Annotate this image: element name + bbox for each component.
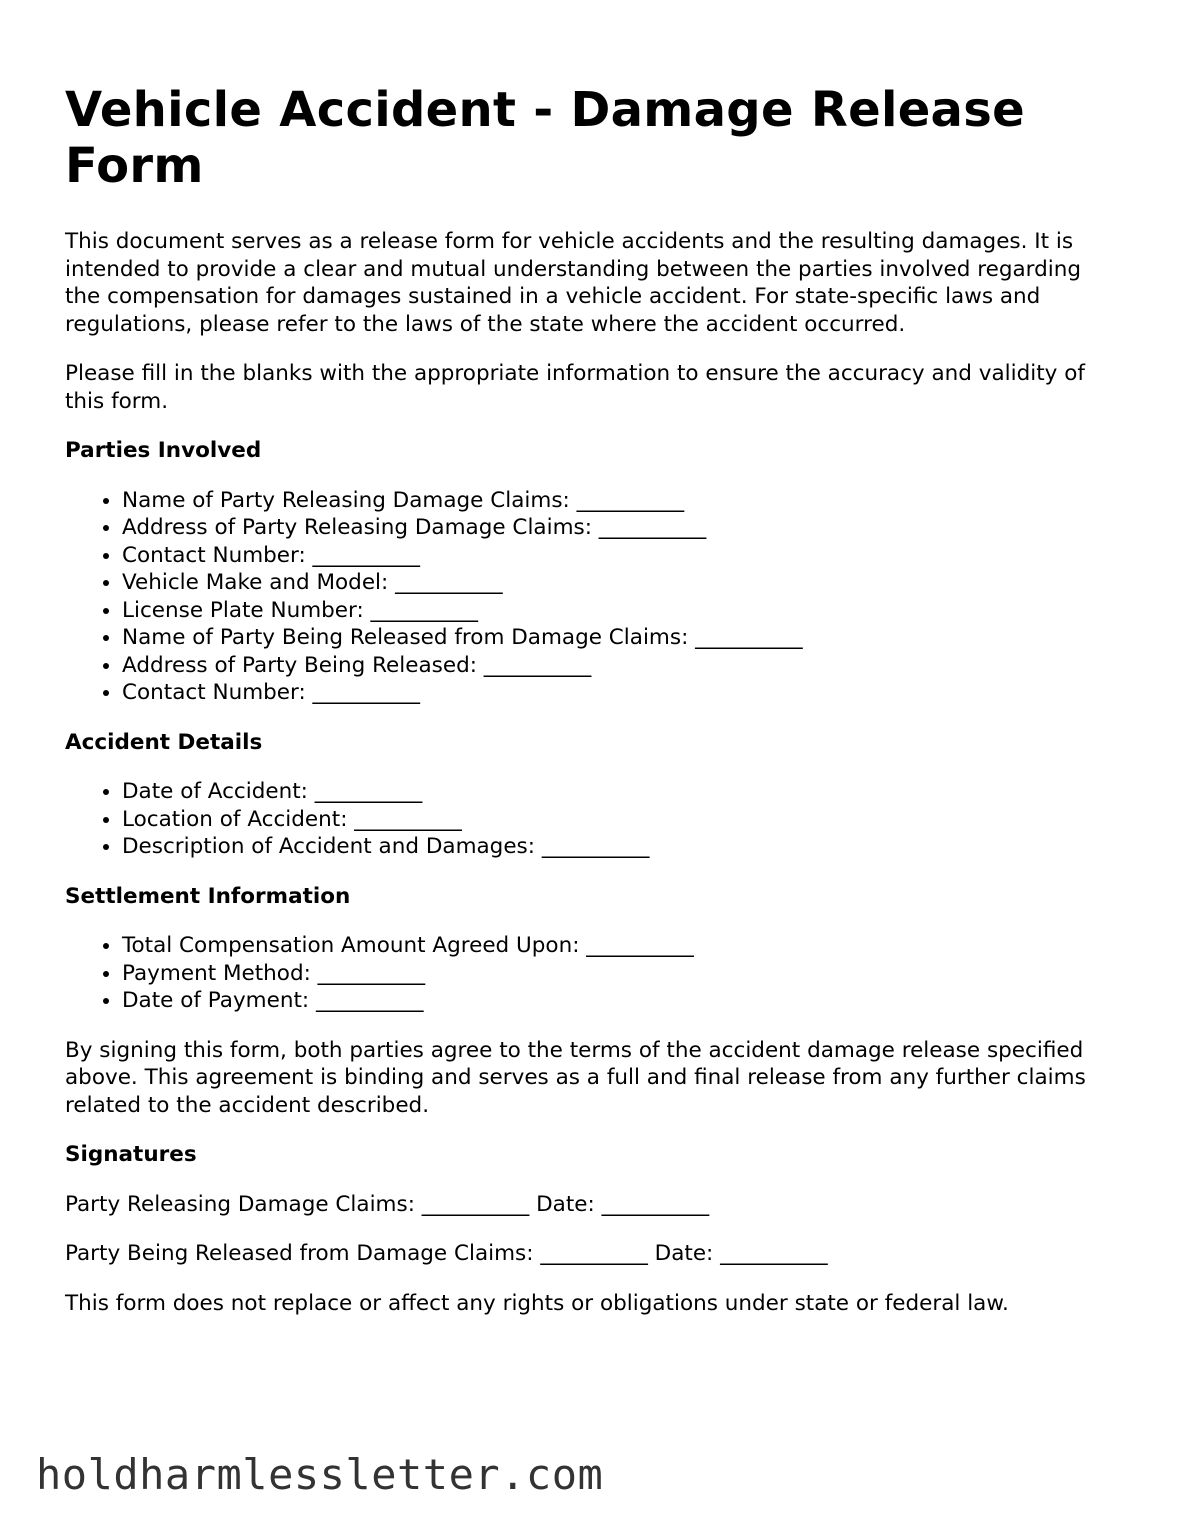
list-item: • Contact Number: __________ (122, 542, 1115, 570)
disclaimer-paragraph: This form does not replace or affect any rights or obligations under state or federal law. (65, 1290, 1009, 1316)
accident-heading: Accident Details (65, 729, 263, 755)
releasing-signature-line: Party Releasing Damage Claims: __________ Date: __________ (65, 1191, 710, 1217)
list-item: • Address of Party Being Released: __________ (122, 652, 1115, 680)
list-item: • Date of Payment: __________ (122, 987, 1115, 1015)
accident-list (65, 778, 1115, 861)
document-page (65, 82, 1115, 1339)
list-item: • Name of Party Releasing Damage Claims: __________ (122, 487, 1115, 515)
document-title: Vehicle Accident - Damage Release Form (65, 82, 1025, 194)
parties-list (65, 487, 1115, 707)
intro-paragraph: This document serves as a release form for vehicle accidents and the resulting damages. It is intended to provide a clear and mutual understanding between the parties involved regarding the compensation for damages sustained in a vehicle accident. For state-specific laws and regulations, please refer to the laws of the state where the accident occurred. (65, 229, 1082, 337)
signatures-heading: Signatures (65, 1142, 197, 1167)
released-signature-line: Party Being Released from Damage Claims: __________ Date: __________ (65, 1241, 828, 1266)
list-item: • Payment Method: __________ (122, 960, 1115, 988)
list-item: • Location of Accident: __________ (122, 806, 1115, 834)
list-item: • Total Compensation Amount Agreed Upon: __________ (122, 932, 1115, 960)
list-item: • Vehicle Make and Model: __________ (122, 569, 1115, 597)
list-item: • License Plate Number: __________ (122, 597, 1115, 625)
list-item: • Description of Accident and Damages: __________ (122, 833, 1115, 861)
list-item: • Contact Number: __________ (122, 679, 1115, 707)
instructions-paragraph: Please fill in the blanks with the appropriate information to ensure the accuracy and validity of this form. (65, 361, 1085, 414)
watermark-text: holdharmlessletter.com (36, 1450, 604, 1499)
agreement-paragraph: By signing this form, both parties agree to the terms of the accident damage release specified above. This agreement is binding and serves as a full and final release from any further claims related to the accident described. (65, 1037, 1086, 1118)
list-item: • Name of Party Being Released from Damage Claims: __________ (122, 624, 1115, 652)
settlement-heading: Settlement Information (65, 883, 351, 909)
list-item: • Date of Accident: __________ (122, 778, 1115, 806)
list-item: • Address of Party Releasing Damage Claims: __________ (122, 514, 1115, 542)
settlement-list (65, 932, 1115, 1015)
parties-heading: Parties Involved (65, 438, 262, 463)
